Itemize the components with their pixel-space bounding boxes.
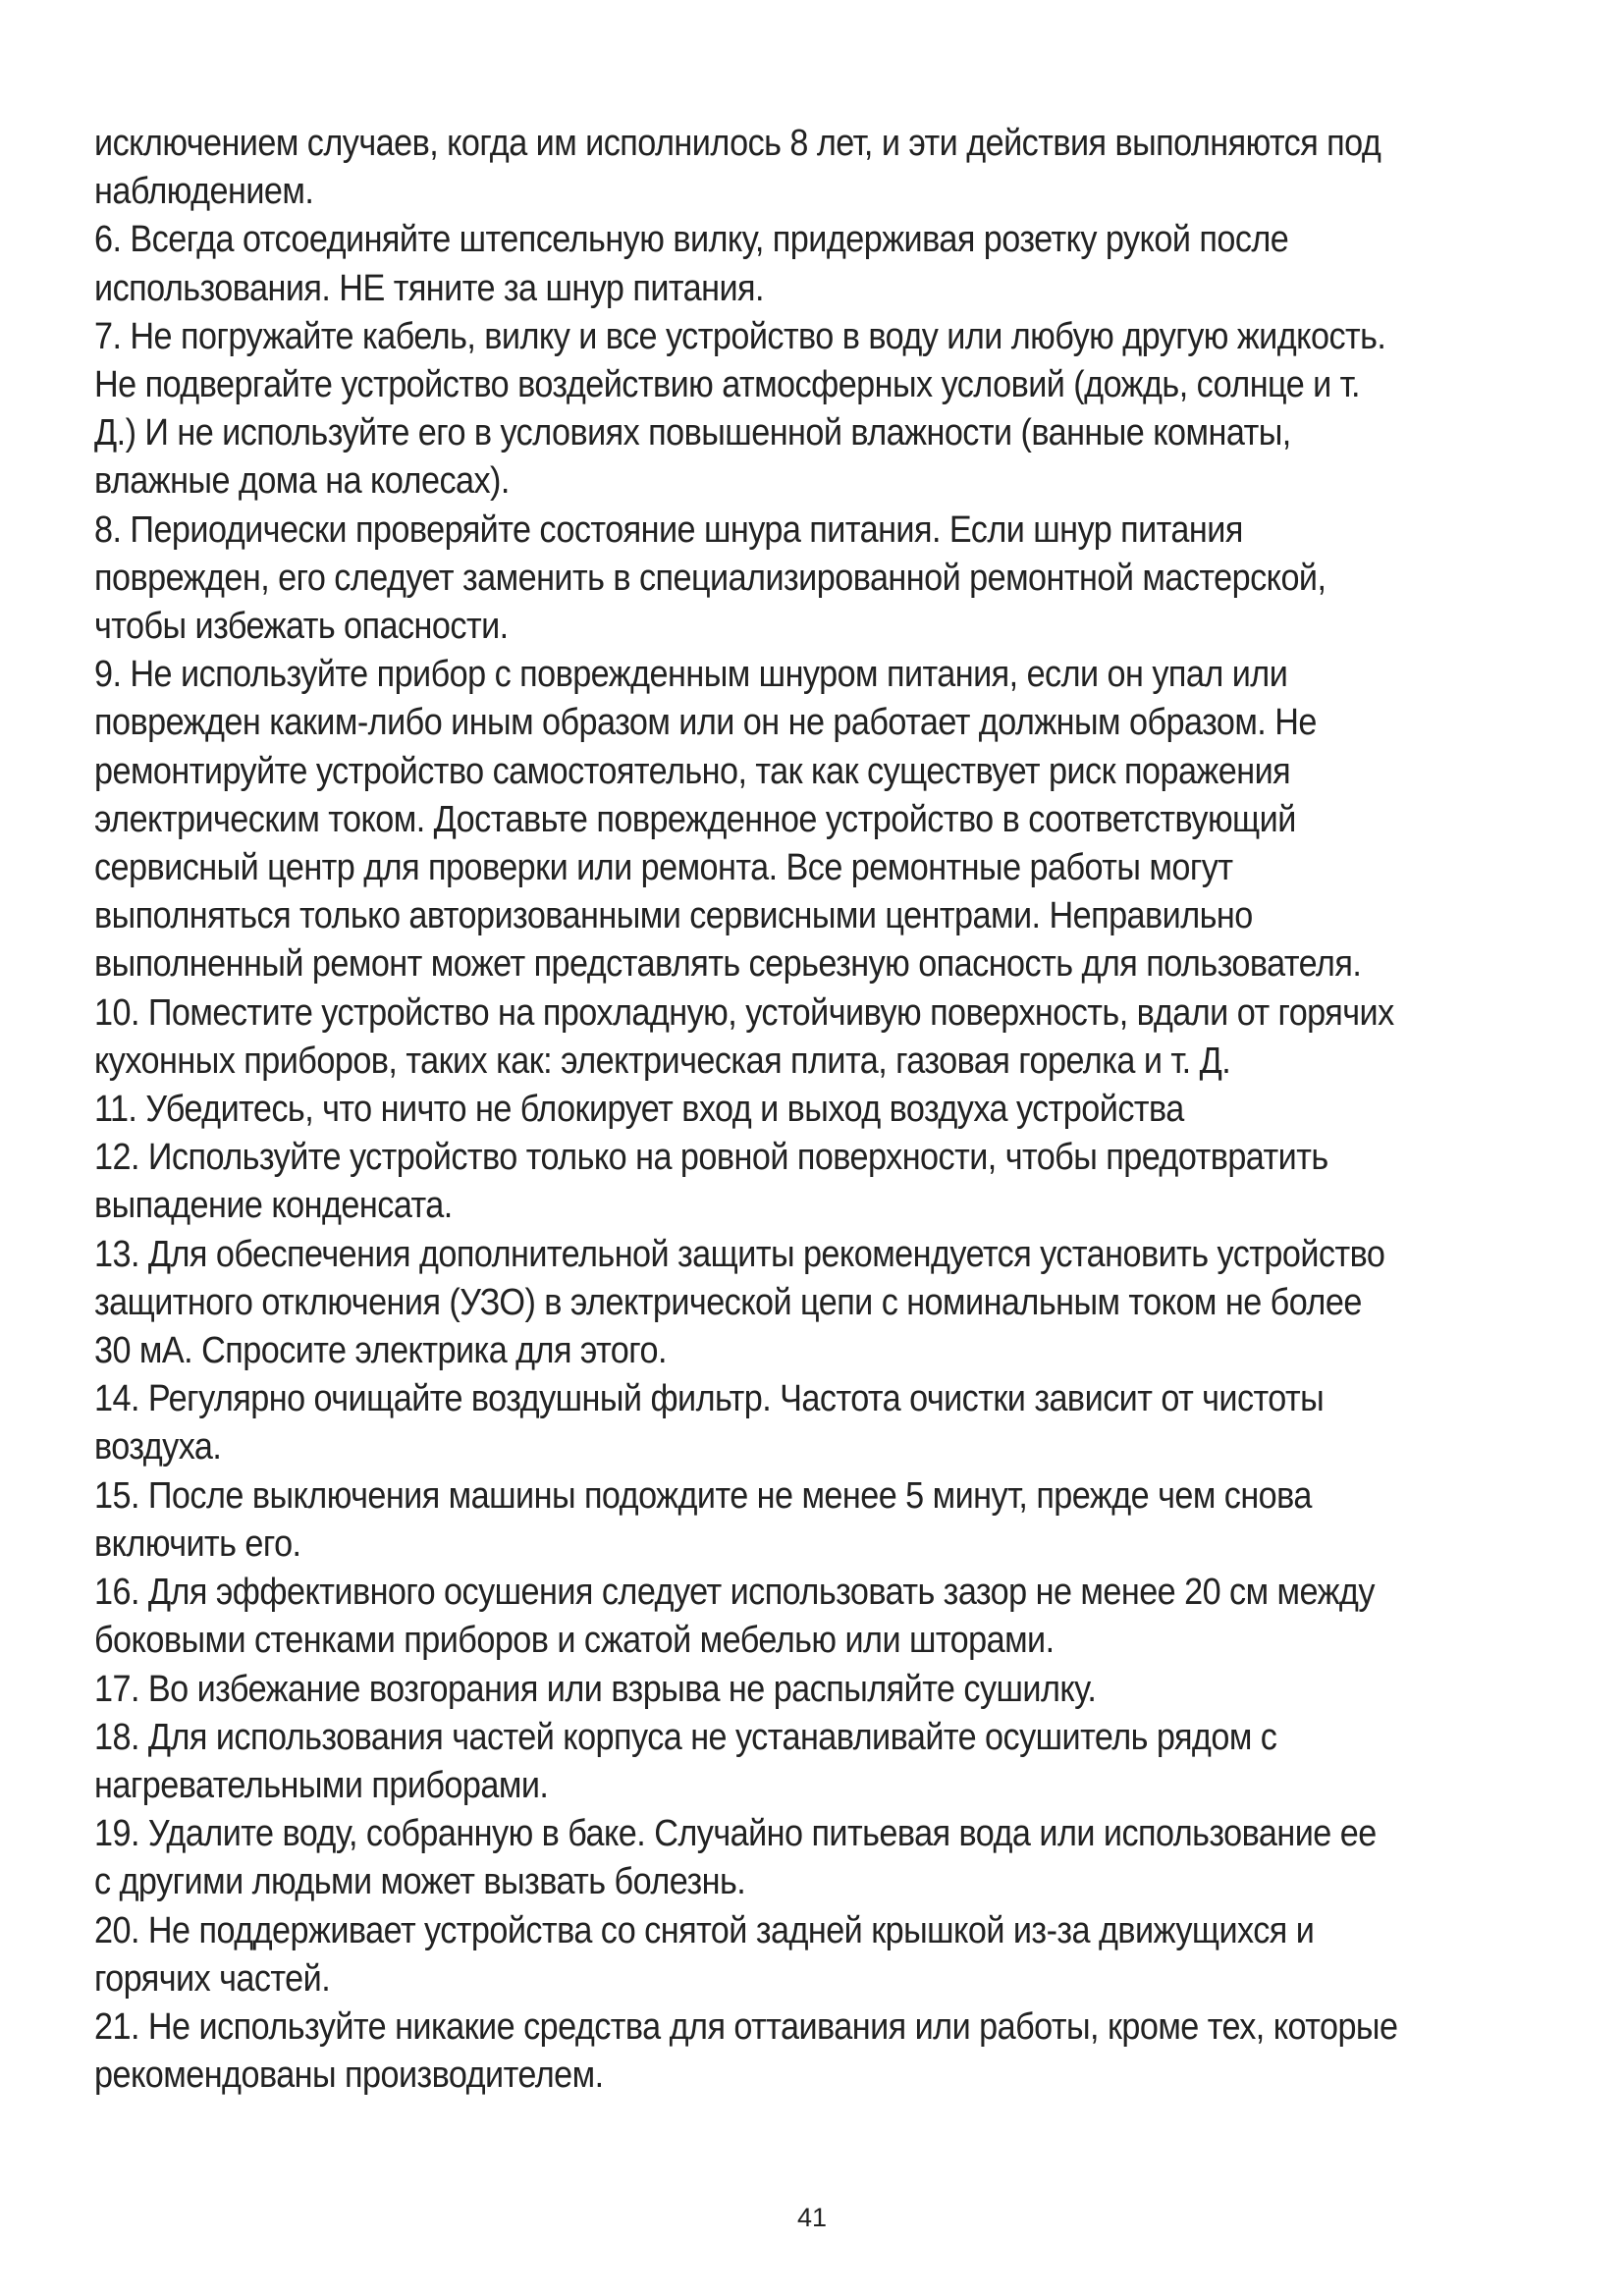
- page-number: 41: [796, 2203, 828, 2232]
- text-line: влажные дома на колесах).: [94, 460, 510, 503]
- text-line: 30 мА. Спросите электрика для этого.: [94, 1330, 667, 1372]
- text-line: кухонных приборов, таких как: электрическая плита, газовая горелка и т. Д.: [94, 1040, 1231, 1082]
- text-line: электрическим током. Доставьте поврежденное устройство в соответствующий: [94, 798, 1296, 840]
- text-line: 20. Не поддерживает устройства со снятой задней крышкой из-за движущихся и: [94, 1909, 1315, 1951]
- text-line: 8. Периодически проверяйте состояние шнура питания. Если шнур питания: [94, 508, 1243, 551]
- text-line: защитного отключения (УЗО) в электрической цепи с номинальным током не более: [94, 1281, 1362, 1323]
- text-line: ремонтируйте устройство самостоятельно, так как существует риск поражения: [94, 750, 1291, 792]
- text-line: 17. Во избежание возгорания или взрыва не распыляйте сушилку.: [94, 1668, 1097, 1710]
- text-line: 7. Не погружайте кабель, вилку и все устройство в воду или любую другую жидкость.: [94, 315, 1386, 357]
- text-line: чтобы избежать опасности.: [94, 606, 509, 648]
- text-line: боковыми стенками приборов и сжатой мебелью или шторами.: [94, 1620, 1055, 1662]
- text-line: с другими людьми может вызвать болезнь.: [94, 1861, 746, 1903]
- text-line: использования. НЕ тяните за шнур питания.: [94, 267, 764, 309]
- text-line: 10. Поместите устройство на прохладную, устойчивую поверхность, вдали от горячих: [94, 991, 1394, 1034]
- text-line: 13. Для обеспечения дополнительной защиты рекомендуется установить устройство: [94, 1233, 1385, 1275]
- text-line: 6. Всегда отсоединяйте штепсельную вилку, придерживая розетку рукой после: [94, 219, 1289, 261]
- text-line: воздуха.: [94, 1426, 222, 1468]
- text-line: выполняться только авторизованными сервисными центрами. Неправильно: [94, 895, 1253, 937]
- text-line: 11. Убедитесь, что ничто не блокирует вход и выход воздуха устройства: [94, 1089, 1184, 1131]
- text-line: Д.) И не используйте его в условиях повышенной влажности (ванные комнаты,: [94, 412, 1291, 454]
- safety-instructions-body: [94, 120, 1411, 2100]
- text-line: 12. Используйте устройство только на ровной поверхности, чтобы предотвратить: [94, 1137, 1328, 1179]
- text-line: наблюдением.: [94, 171, 314, 213]
- text-line: исключением случаев, когда им исполнилось 8 лет, и эти действия выполняются под: [94, 123, 1381, 164]
- text-line: 19. Удалите воду, собранную в баке. Случайно питьевая вода или использование ее: [94, 1813, 1377, 1855]
- text-line: Не подвергайте устройство воздействию атмосферных условий (дождь, солнце и т.: [94, 364, 1360, 406]
- text-line: 9. Не используйте прибор с поврежденным шнуром питания, если он упал или: [94, 654, 1288, 696]
- text-line: выпадение конденсата.: [94, 1185, 453, 1227]
- text-line: сервисный центр для проверки или ремонта. Все ремонтные работы могут: [94, 847, 1233, 889]
- text-line: нагревательными приборами.: [94, 1764, 549, 1806]
- text-line: включить его.: [94, 1522, 301, 1565]
- text-line: 15. После выключения машины подождите не менее 5 минут, прежде чем снова: [94, 1474, 1312, 1517]
- text-line: 18. Для использования частей корпуса не устанавливайте осушитель рядом с: [94, 1716, 1277, 1758]
- text-line: поврежден каким-либо иным образом или он не работает должным образом. Не: [94, 702, 1317, 744]
- text-line: поврежден, его следует заменить в специализированной ремонтной мастерской,: [94, 557, 1326, 599]
- text-line: выполненный ремонт может представлять серьезную опасность для пользователя.: [94, 943, 1362, 986]
- text-line: горячих частей.: [94, 1957, 331, 2000]
- text-line: рекомендованы производителем.: [94, 2055, 604, 2097]
- text-line: 16. Для эффективного осушения следует использовать зазор не менее 20 см между: [94, 1572, 1375, 1614]
- text-line: 21. Не используйте никакие средства для оттаивания или работы, кроме тех, которые: [94, 2005, 1398, 2048]
- text-line: 14. Регулярно очищайте воздушный фильтр. Частота очистки зависит от чистоты: [94, 1378, 1325, 1420]
